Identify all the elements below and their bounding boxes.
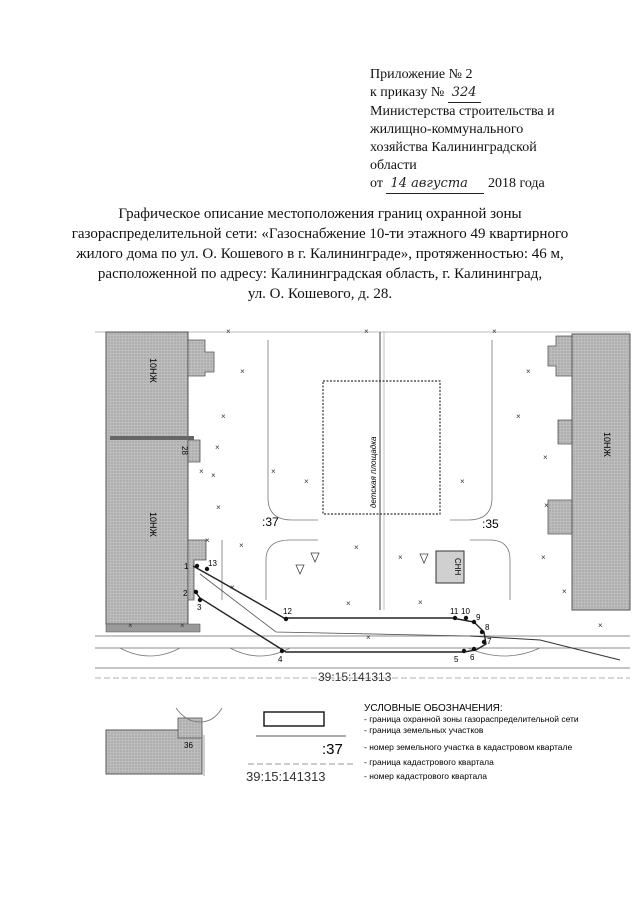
legend-item-parcel-boundary: - граница земельных участков <box>364 725 484 735</box>
building-bottom-annex <box>178 718 202 738</box>
tree-symbol: × <box>398 553 403 562</box>
tree-symbol: × <box>366 633 371 642</box>
point-label-9: 9 <box>476 613 481 622</box>
point-label-2: 2 <box>183 589 188 598</box>
point-11 <box>453 616 457 620</box>
building-right-porch-3 <box>548 500 572 534</box>
point-label-6: 6 <box>470 653 475 662</box>
building-left-divider <box>110 436 194 440</box>
cadastral-quarter-number: 39:15:141313 <box>318 670 392 684</box>
point-label-1: 1 <box>184 562 189 571</box>
point-label-12: 12 <box>283 607 292 616</box>
legend-item-protection-zone: - граница охранной зоны газораспределительной сети <box>364 714 579 724</box>
playground-area <box>323 381 440 514</box>
building-left-base <box>106 624 200 632</box>
playground-label: детская площадка <box>369 436 378 508</box>
tree-symbol: × <box>543 453 548 462</box>
date-prefix: от <box>370 176 383 191</box>
tree-symbol: × <box>492 327 497 336</box>
point-label-11: 11 <box>450 607 459 616</box>
legend-item-quarter-number: - номер кадастрового квартала <box>364 771 487 781</box>
gas-pipe-line <box>200 574 470 636</box>
ministry-line-3: хозяйства Калининградской <box>370 140 537 155</box>
legend-sample-parcel-number: :37 <box>322 741 343 758</box>
title-line-3: жилого дома по ул. О. Кошевого в г. Калининграде», протяженностью: 46 м, <box>76 246 564 262</box>
legend-sample-protection-zone <box>264 712 324 726</box>
label-10nzh-left-mid: 10НЖ <box>148 512 158 537</box>
point-6 <box>472 647 476 651</box>
legend-item-parcel-number: - номер земельного участка в кадастровом квартале <box>364 742 573 752</box>
tree-symbol: × <box>240 367 245 376</box>
tree-symbol: × <box>226 327 231 336</box>
tree-symbol: × <box>364 327 369 336</box>
tree-symbol: × <box>230 583 235 592</box>
point-4 <box>280 649 284 653</box>
title-line-1: Графическое описание местоположения границ охранной зоны <box>118 206 522 222</box>
legend-title: УСЛОВНЫЕ ОБОЗНАЧЕНИЯ: <box>364 703 503 714</box>
tree-symbol: × <box>354 543 359 552</box>
tree-symbol: × <box>304 477 309 486</box>
parcel-number-37: :37 <box>262 515 279 529</box>
tree-symbol: × <box>221 412 226 421</box>
point-label-3: 3 <box>197 603 202 612</box>
tree-symbol: × <box>239 541 244 550</box>
road-arc-1 <box>120 648 180 656</box>
appendix-label: Приложение № 2 <box>370 67 473 82</box>
date-suffix: 2018 года <box>487 176 545 191</box>
symbol-triangle-3 <box>420 554 428 563</box>
point-7 <box>482 640 486 644</box>
point-label-4: 4 <box>278 655 283 664</box>
road-curve-3 <box>266 540 318 600</box>
symbol-triangle-1 <box>296 565 304 574</box>
tree-symbol: × <box>418 598 423 607</box>
building-right <box>572 334 630 610</box>
building-left-porch-1 <box>188 340 214 376</box>
building-left <box>106 332 188 624</box>
building-right-porch-1 <box>548 336 572 376</box>
tree-symbol: × <box>128 621 133 630</box>
building-number-36: 36 <box>184 741 193 750</box>
date-handwritten: 14 августа <box>386 175 484 194</box>
tree-symbol: × <box>460 477 465 486</box>
title-line-5: ул. О. Кошевого, д. 28. <box>247 286 393 302</box>
point-5 <box>462 649 466 653</box>
point-label-13: 13 <box>208 559 217 568</box>
tree-symbol: × <box>216 503 221 512</box>
tree-symbol: × <box>516 412 521 421</box>
tree-symbol: × <box>211 471 216 480</box>
substation-label: СНН <box>453 558 462 576</box>
ministry-line-4: области <box>370 158 417 173</box>
label-10nzh-left-top: 10НЖ <box>148 358 158 383</box>
point-label-10: 10 <box>461 607 470 616</box>
point-1 <box>195 564 199 568</box>
building-right-porch-2 <box>558 420 572 444</box>
label-house-28: 28 <box>180 446 189 455</box>
order-number-handwritten: 324 <box>448 84 481 103</box>
point-12 <box>284 617 288 621</box>
tree-symbol: × <box>598 621 603 630</box>
tree-symbol: × <box>199 467 204 476</box>
title-line-2: газораспределительной сети: «Газоснабжение 10-ти этажного 49 квартирного <box>71 226 569 242</box>
order-prefix: к приказу № <box>370 85 445 100</box>
ministry-line-1: Министерства строительства и <box>370 104 555 119</box>
point-label-5: 5 <box>454 655 459 664</box>
point-label-8: 8 <box>485 623 490 632</box>
tree-symbol: × <box>346 599 351 608</box>
road-curve-4 <box>470 540 510 600</box>
point-8 <box>480 630 484 634</box>
tree-symbol: × <box>544 501 549 510</box>
point-2 <box>194 590 198 594</box>
point-3 <box>198 598 202 602</box>
road-arc-3 <box>468 648 540 656</box>
legend-sample-quarter-number: 39:15:141313 <box>246 769 326 784</box>
tree-symbol: × <box>526 367 531 376</box>
tree-symbol: × <box>180 621 185 630</box>
tree-symbol: × <box>205 536 210 545</box>
ministry-line-2: жилищно-коммунального <box>370 122 524 137</box>
symbol-triangle-2 <box>311 553 319 562</box>
tree-symbol: × <box>562 587 567 596</box>
tree-symbol: × <box>215 443 220 452</box>
parcel-number-35: :35 <box>482 517 499 531</box>
label-10nzh-right: 10НЖ <box>602 432 612 457</box>
tree-symbol: × <box>541 553 546 562</box>
point-label-7: 7 <box>487 637 492 646</box>
tree-symbol: × <box>271 467 276 476</box>
point-10 <box>464 616 468 620</box>
title-line-4: расположенной по адресу: Калининградская область, г. Калининград, <box>97 266 543 282</box>
legend-item-quarter-boundary: - граница кадастрового квартала <box>364 757 494 767</box>
